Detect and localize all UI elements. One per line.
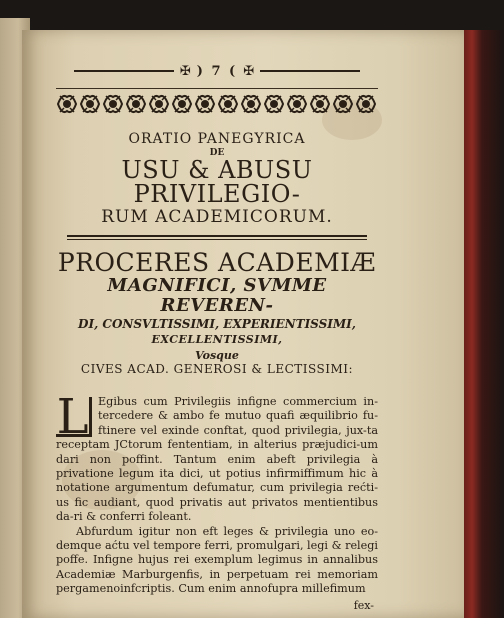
oration-subject-line1: USU & ABUSU PRIVILEGIO- xyxy=(121,156,313,208)
headline-rule-left xyxy=(74,70,174,72)
oration-body xyxy=(56,395,378,613)
cross-ornament-icon: ✠ xyxy=(179,63,191,79)
oration-subject-line2: RUM ACADEMICORUM. xyxy=(101,207,333,227)
address-line-3: DI, CONSVLTISSIMI, EXPERIENTISSIMI, xyxy=(78,317,356,331)
body-paragraph-1: Egibus cum Privilegiis infigne commercium in-tercedere & ambo fe mutuo quafi æquilibrio fu-ftinere vel exinde conftat, quod privilegia, jux-ta receptam JCtorum fententiam, in alterius præjudici-um dari non poffint. Tantum enim abeft privilegia à privatione legum ita dici, ut potius infirmiffimum hic à notatione argumentum defumatur, cum privilegia rećti-us fic audiant, quod privatis aut privatos mentientibus da-ri & conferri foleant. xyxy=(56,395,378,524)
page-number-value: 7 xyxy=(211,63,223,79)
address-line-2: MAGNIFICI, SVMME REVEREN- xyxy=(107,275,327,316)
oration-title-de: DE xyxy=(209,148,225,158)
body-paragraph-2: Abfurdum igitur non eft leges & privilegia uno eo-demque aćtu vel tempore ferri, promulgari, legi & relegi poffe. Infigne hujus rei exemplum legimus in annalibus Academiæ Marburgenfis, in perpetuam rei memoriam pergamenoinfcriptis. Cum enim annofupra millefimum xyxy=(56,524,378,596)
catchword: fex- xyxy=(353,598,374,612)
page-headline xyxy=(56,60,378,82)
address-line-5: Vosque xyxy=(195,349,239,362)
fleuron-ornament-icon xyxy=(56,91,378,117)
cross-ornament-icon: ✠ xyxy=(243,63,255,79)
headline-rule-right xyxy=(260,70,360,72)
next-page-edge xyxy=(464,30,504,618)
address-line-6: CIVES ACAD. GENEROSI & LECTISSIMI: xyxy=(80,362,354,376)
page-number: ) 7 ( xyxy=(196,63,238,79)
oration-title: ORATIO PANEGYRICA xyxy=(128,131,306,147)
book-page xyxy=(22,30,464,618)
section-divider xyxy=(67,235,367,240)
address-line-4: EXCELLENTISSIMI, xyxy=(151,333,283,346)
fleuron-ornament-band xyxy=(56,88,378,119)
address-heading: PROCERES ACADEMIÆ xyxy=(57,248,377,277)
page-content xyxy=(56,60,378,613)
decorated-initial: L xyxy=(56,397,92,437)
